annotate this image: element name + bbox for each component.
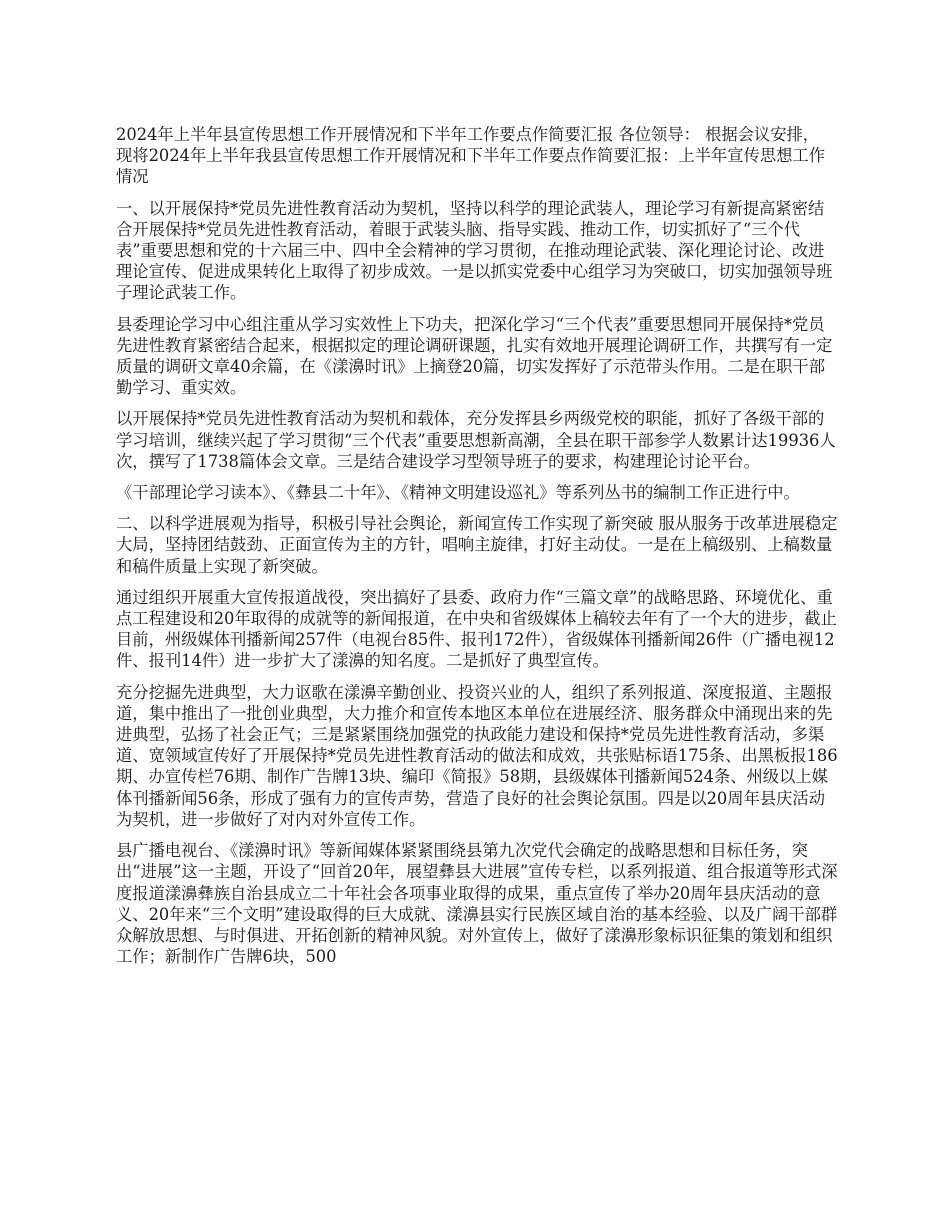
paragraph-anniversary-publicity: 县广播电视台、《漾濞时讯》等新闻媒体紧紧围绕县第九次党代会确定的战略思想和目标任务，突出“进展”这一主题，开设了“回首20年，展望彝县大进展”宣传专栏，以系列报道、组合报道等形式深度报道漾濞彝族自治县成立二十年社会各项事业取得的成果，重点宣传了举办20周年县庆活动的意义、20年来“三个文明”建设取得的巨大成就、漾濞县实行民族区域自治的基本经验、以及广阔干部群众解放思想、与时俱进、开拓创新的精神风貌。对外宣传上，做好了漾濞形象标识征集的策划和组织工作；新制作广告牌6块，500 [116,841,838,967]
paragraph-theory-study: 一、以开展保持*党员先进性教育活动为契机，坚持以科学的理论武装人，理论学习有新提高紧密结合开展保持*党员先进性教育活动，着眼于武装头脑、指导实践、推动工作，切实抓好了“三个代表”重要思想和党的十六届三中、四中全会精神的学习贯彻，在推动理论武装、深化理论讨论、改进理论宣传、促进成果转化上取得了初步成效。一是以抓实党委中心组学习为突破口，切实加强领导班子理论武装工作。 [116,198,833,303]
paragraph-central-group: 县委理论学习中心组注重从学习实效性上下功夫，把深化学习“三个代表”重要思想同开展保持*党员先进性教育紧密结合起来，根据拟定的理论调研课题，扎实有效地开展理论调研工作，共撰写有一定质量的调研文章40余篇，在《漾濞时讯》上摘登20篇，切实发挥好了示范带头作用。二是在职干部勤学习、重实效。 [116,314,833,398]
document-page [116,124,840,977]
paragraph-party-school: 以开展保持*党员先进性教育活动为契机和载体，充分发挥县乡两级党校的职能，抓好了各级干部的学习培训，继续兴起了学习贯彻“三个代表”重要思想新高潮，全县在职干部参学人数累计达19936人次，撰写了1738篇体会文章。三是结合建设学习型领导班子的要求，构建理论讨论平台。 [116,409,836,471]
paragraph-intro: 2024年上半年县宣传思想工作开展情况和下半年工作要点作简要汇报 各位领导： 根据会议安排， 现将2024年上半年我县宣传思想工作开展情况和下半年工作要点作简要汇报：上半年宣传思想工作情况 [116,125,825,187]
paragraph-media-coverage: 通过组织开展重大宣传报道战役，突出搞好了县委、政府力作“三篇文章”的战略思路、环境优化、重点工程建设和20年取得的成就等的新闻报道，在中央和省级媒体上稿较去年有了一个大的进步，截止目前，州级媒体刊播新闻257件（电视台85件、报刊172件），省级媒体刊播新闻26件（广播电视12件、报刊14件）进一步扩大了漾濞的知名度。二是抓好了典型宣传。 [116,587,837,671]
paragraph-typical-publicity: 充分挖掘先进典型，大力讴歌在漾濞辛勤创业、投资兴业的人，组织了系列报道、深度报道、主题报道，集中推出了一批创业典型，大力推介和宣传本地区本单位在进展经济、服务群众中涌现出来的先进典型，弘扬了社会正气；三是紧紧围绕加强党的执政能力建设和保持*党员先进性教育活动，多渠道、宽领域宣传好了开展保持*党员先进性教育活动的做法和成效，共张贴标语175条、出黑板报186期、办宣传栏76期、制作广告牌13块、编印《简报》58期，县级媒体刊播新闻524条、州级以上媒体刊播新闻56条，形成了强有力的宣传声势，营造了良好的社会舆论氛围。四是以20周年县庆活动为契机，进一步做好了对内对外宣传工作。 [116,682,838,829]
paragraph-news-breakthrough: 二、以科学进展观为指导，积极引导社会舆论，新闻宣传工作实现了新突破 服从服务于改革进展稳定大局，坚持团结鼓劲、正面宣传为主的方针，唱响主旋律，打好主动仗。一是在上稿级别、上稿数量和稿件质量上实现了新突破。 [116,514,838,576]
paragraph-book-series: 《干部理论学习读本》、《彝县二十年》、《精神文明建设巡礼》等系列丛书的编制工作正进行中。 [116,483,800,503]
